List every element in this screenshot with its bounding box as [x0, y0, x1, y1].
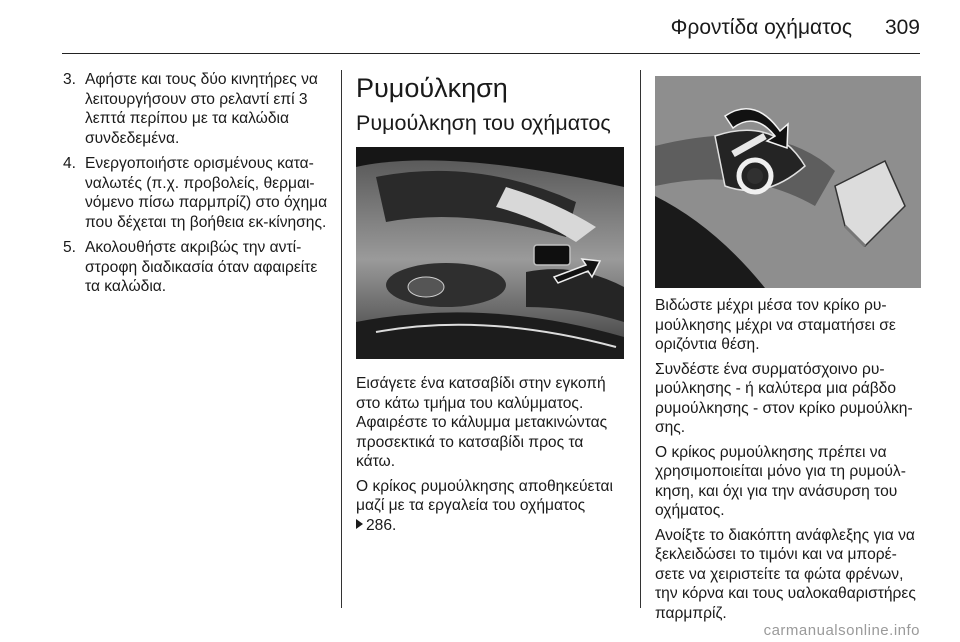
- list-item: [63, 238, 331, 297]
- paragraph: Εισάγετε ένα κατσαβίδι στην εγκοπή στο κάτω τμήμα του καλύμματος. Αφαιρέστε το κάλυμμα μετακινώντας προσεκτικά το κατσαβίδι προς τα κάτω.: [356, 375, 608, 470]
- column-middle: [356, 70, 624, 540]
- sub-heading: Ρυμούλκηση του οχήματος: [356, 111, 611, 135]
- paragraph-text: Ο κρίκος ρυμούλκησης αποθηκεύεται μαζί με τα εργαλεία του οχήματος: [356, 477, 613, 514]
- header-rule: [62, 53, 920, 54]
- paragraph: Ο κρίκος ρυμούλκησης πρέπει να χρησιμοποιείται μόνο για τη ρυμούλ-κηση, και όχι για την ανάσυρση του οχήματος.: [655, 443, 906, 519]
- paragraph: Ανοίξτε το διακόπτη ανάφλεξης για να ξεκλειδώσει το τιμόνι και να μπορέ-σετε να χειριστείτε τα φώτα φρένων, την κόρνα και τους υαλοκαθαριστήρες παρμπρίζ.: [655, 526, 916, 622]
- page-header: [0, 0, 960, 50]
- step-text: Αφήστε και τους δύο κινητήρες να λειτουργήσουν στο ρελαντί επί 3 λεπτά περίπου με τα καλώδια συνδεδεμένα.: [85, 71, 318, 147]
- paragraph: [356, 477, 624, 536]
- column-left: [63, 70, 331, 303]
- car-front-drawing: [356, 147, 624, 359]
- section-title: Φροντίδα οχήματος: [670, 16, 852, 39]
- watermark: carmanualsonline.info: [763, 622, 920, 639]
- page-number: 309: [884, 16, 920, 39]
- page-reference-link[interactable]: 286.: [366, 516, 397, 534]
- list-item: [63, 154, 331, 232]
- step-number: 4.: [63, 155, 77, 172]
- steps-list: [63, 70, 331, 297]
- step-number: 3.: [63, 71, 77, 88]
- paragraph: Βιδώστε μέχρι μέσα τον κρίκο ρυ-μούλκησης μέχρι να σταματήσει σε οριζόντια θέση.: [655, 297, 896, 353]
- list-item: [63, 70, 331, 148]
- car-front-illustration: [356, 147, 624, 359]
- paragraph: Συνδέστε ένα συρματόσχοινο ρυ-μούλκησης - ή καλύτερα μια ράβδο ρυμούλκησης - στον κρίκο ρυμούλκη-σης.: [655, 360, 913, 436]
- section-heading: Ρυμούλκηση: [356, 73, 508, 103]
- step-number: 5.: [63, 239, 77, 256]
- page-reference-arrow-icon: [356, 519, 363, 529]
- column-divider: [341, 70, 342, 608]
- column-divider: [640, 70, 641, 608]
- towing-eye-illustration: [655, 76, 921, 288]
- towing-eye-drawing: [655, 76, 921, 288]
- step-text: Ενεργοποιήστε ορισμένους κατα-ναλωτές (π.χ. προβολείς, θερμαι-νόμενο πίσω παρμπρίζ) στο όχημα που δέχεται τη βοήθεια εκ-κίνησης.: [85, 155, 328, 231]
- step-text: Ακολουθήστε ακριβώς την αντί-στροφη διαδικασία όταν αφαιρείτε τα καλώδια.: [85, 239, 318, 295]
- column-right: [655, 296, 923, 628]
